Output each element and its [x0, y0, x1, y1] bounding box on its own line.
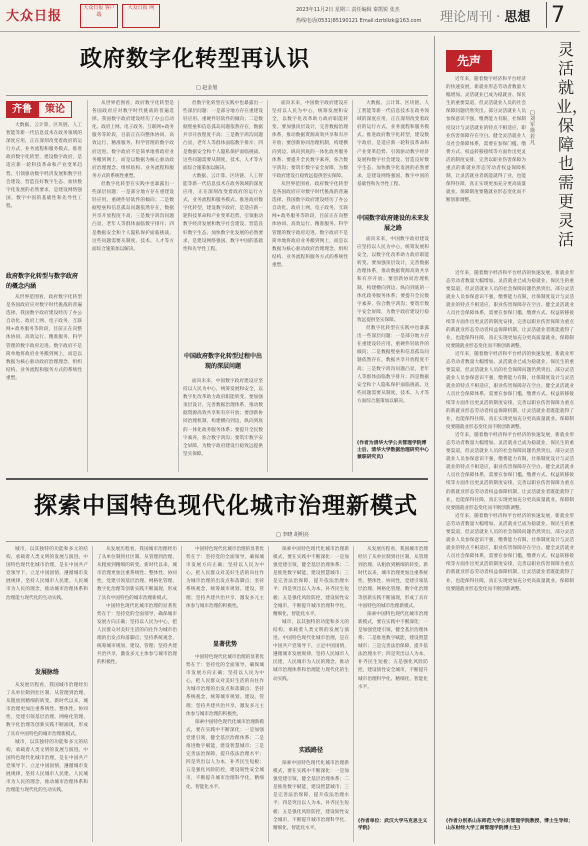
paragraph: 近年来，随着数字经济和平台经济的快速发展，新就业形态劳动者数量大幅增加。灵活就业已成为稳就业、保民生的重要渠道，但灵活就业人员的社会保障问题仍然突出。部分灵活就业人员参保意识不强，缴费能力有限，社保制度设计与灵活就业的特点不相适应，职业伤害保障存在空白。健全灵活就业人员社会保障体系，需要在参保门槛、缴费方式、权益转移接续等方面作出更灵活的制度安排，完善以职业伤害保障为重点的新就业形态劳动者权益保障机制，让灵活就业者既能就得了业，也能保得住障，真正实现更加充分更高质量就业。保障制度要随就业形态变化而不断创新调整。	[446, 351, 574, 430]
paragraph: 从发展历程看，我国城市治理经历了从单位制到社区制、从管理到治理、从粗放到精细的转变。新时代以来，城市治理更加注重系统性、整体性、协同性，党建引领基层治理、网格化管理、数字化治理等创新实践不断涌现，形成了具有中国特色的城市治理新模式。	[358, 547, 428, 609]
article2-sub2: 显著优势	[212, 641, 237, 648]
paragraph: 近年来，随着数字经济和平台经济的快速发展，新就业形态劳动者数量大幅增加。灵活就业已成为稳就业、保民生的重要渠道，但灵活就业人员的社会保障问题仍然突出。部分灵活就业人员参保意识不强，缴费能力有限，社保制度设计与灵活就业的特点不相适应，职业伤害保障存在空白。健全灵活就业人员社会保障体系，需要在参保门槛、缴费方式、权益转移接续等方面作出更灵活的制度安排，完善以职业伤害保障为重点的新就业形态劳动者权益保障机制，让灵活就业者既能就得了业，也能保得住障，真正实现更加充分更高质量就业。保障制度要随就业形态变化而不断创新调整。	[446, 432, 574, 511]
paragraph: 探索中国特色现代化城市治理新模式，要在实践中不断深化：一是加强党建引领，健全基层治理体系；二是推进数字赋能，建设智慧城市；三是完善法治保障，提升依法治理水平；四是突出以人为本，补齐民生短板；五是强化风险防控，建设韧性安全城市，不断提升城市治理科学化、精细化、智能化水平。	[273, 547, 349, 617]
web-logo: 大众日报 网	[122, 4, 160, 28]
section-light: 理论周刊 ·	[440, 10, 505, 25]
paragraph: 从发展历程看，我国城市治理经历了从单位制到社区制、从管理到治理、从粗放到精细的转变。新时代以来，城市治理更加注重系统性、整体性、协同性，党建引领基层治理、网格化管理、数字化治理等创新实践不断涌现，形成了具有中国特色的城市治理新模式。	[97, 547, 177, 601]
article1-byline: □ 赵金旭	[196, 85, 218, 91]
column-divider	[181, 546, 182, 842]
xiansheng-badge: 先声	[446, 50, 492, 72]
badge-right: 策论	[38, 101, 72, 118]
article1-col5	[357, 100, 429, 210]
paragraph: 从世界范围看，政府数字化转型是各国政府应对数字时代挑战的普遍选择。我国数字政府建设经历了办公自动化、政府上网、电子政务、互联网+政务服务等阶段，目前正在向整体协同、高效运行、精准服务、科学管理的数字政府迈进。数字政府不是简单地将政府业务搬到网上，而是以数据为核心驱动政府治理理念、组织结构、业务流程和服务方式的系统性重塑。	[92, 101, 174, 179]
divider	[6, 95, 428, 96]
paragraph: 城市，以其独特的功能和多元的结构，承载着人类文明的发展与演进。中国特色现代化城市治理，是在中国共产党领导下，立足中国国情，遵循城市发展规律，坚持人民城市人民建、人民城市为人民的理念，推动城市治理体系和治理能力现代化的生动实践。	[273, 619, 349, 682]
paragraph: 大数据、云计算、区块链、人工智能等新一代信息技术在政务领域的深度应用，正在深刻改变着政府的运行方式、业务流程和服务模式。推进政府数字化转型，建设数字政府，是适应新一轮科技革命和产业变革趋势、引领驱动数字经济发展和数字社会建设、营造良好数字生态、加快数字化发展的必然要求，是建设网络强国、数字中国的基础性和先导性工程。	[357, 101, 429, 187]
article2-sub3: 实践路径	[298, 747, 323, 754]
column-divider	[353, 546, 354, 842]
article2-col4b	[273, 760, 349, 842]
page-number-divider	[546, 2, 547, 28]
paragraph: 近年来，随着数字经济和平台经济的快速发展，新就业形态劳动者数量大幅增加。灵活就业已成为稳就业、保民生的重要渠道，但灵活就业人员的社会保障问题仍然突出。部分灵活就业人员参保意识不强，缴费能力有限，社保制度设计与灵活就业的特点不相适应，职业伤害保障存在空白。健全灵活就业人员社会保障体系，需要在参保门槛、缴费方式、权益转移接续等方面作出更灵活的制度安排，完善以职业伤害保障为重点的新就业形态劳动者权益保障机制，让灵活就业者既能就得了业，也能保得住障，真正实现更加充分更高质量就业。保障制度要随就业形态变化而不断创新调整。	[446, 77, 526, 204]
paragraph: 近年来，随着数字经济和平台经济的快速发展，新就业形态劳动者数量大幅增加。灵活就业已成为稳就业、保民生的重要渠道，但灵活就业人员的社会保障问题仍然突出。部分灵活就业人员参保意识不强，缴费能力有限，社保制度设计与灵活就业的特点不相适应，职业伤害保障存在空白。健全灵活就业人员社会保障体系，需要在参保门槛、缴费方式、权益转移接续等方面作出更灵活的制度安排，完善以职业伤害保障为重点的新就业形态劳动者权益保障机制，让灵活就业者既能就得了业，也能保得住障，真正实现更加充分更高质量就业。保障制度要随就业形态变化而不断创新调整。	[446, 271, 574, 349]
article2-col1b	[6, 682, 88, 842]
paragraph: 城市，以其独特的功能和多元的结构，承载着人类文明的发展与演进。中国特色现代化城市治理，是在中国共产党领导下，立足中国国情，遵循城市发展规律，坚持人民城市人民建、人民城市为人民的理念，推动城市治理体系和治理能力现代化的生动实践。	[6, 547, 88, 601]
article1-sub2: 中国数字政府建设的未来发展之路	[357, 215, 430, 232]
article1-col1	[6, 122, 82, 270]
column-divider	[267, 100, 268, 472]
article1-col4	[272, 100, 348, 472]
paragraph: 探索中国特色现代化城市治理新模式，要在实践中不断深化：一是加强党建引领，健全基层治理体系；二是推进数字赋能，建设智慧城市；三是完善法治保障，提升依法治理水平；四是突出以人为本，补齐民生短板；五是强化风险防控，建设韧性安全城市，不断提升城市治理科学化、精细化、智能化水平。	[358, 611, 428, 690]
article1-col3b	[183, 378, 263, 472]
app-logo: 大众日报 客户端	[80, 4, 118, 28]
column-title: 灵活就业，保障也需更灵活	[556, 40, 588, 249]
page-number: 7	[551, 3, 565, 28]
column-author: □ 刘军 徐若凡	[530, 110, 536, 146]
divider	[6, 541, 428, 542]
article2-col5	[358, 546, 428, 812]
article2-title: 探索中国特色现代化城市治理新模式	[34, 493, 418, 519]
paragraph: 但数字化转型在实践中也暴露出一些深层问题：一是部分地方存在重建设轻应用、重硬件轻软件的倾向；二是数据壁垒和信息孤岛问题依然存在，数据共享开放程度不高；三是数字鸿沟问题凸显，老年人等群体面临数字排斥；四是数据安全和个人隐私保护面临挑战。这些问题需要从制度、技术、人才等方面综合施策加以解决。	[92, 181, 174, 252]
article1-col2	[92, 100, 174, 472]
article2-col3	[186, 546, 264, 636]
paragraph: 面向未来，中国数字政府建设应坚持以人民为中心，统筹发展和安全，以数字化改革助力政府职能转变。要加强顶层设计，完善数据治理体系，推动数据资源高效共享和有序开放；要创新协同治理机制，构建横向到边、纵向到底的一体化政务服务体系；要提升全民数字素养，弥合数字鸿沟；要筑牢数字安全屏障，为数字政府建设行稳致远提供坚实保障。	[272, 101, 348, 179]
paragraph: 中国特色现代化城市治理的显著优势在于：坚持党的全面领导，确保城市发展方向正确；坚持以人民为中心，把人民群众对美好生活的向往作为城市治理的出发点和落脚点；坚持系统观念，统筹城市规划、建设、管理；坚持共建共治共享，激发多元主体参与城市治理的积极性。	[97, 603, 177, 666]
paragraph: 但数字化转型在实践中也暴露出一些深层问题：一是部分地方存在重建设轻应用、重硬件轻软件的倾向；二是数据壁垒和信息孤岛问题依然存在，数据共享开放程度不高；三是数字鸿沟问题凸显，老年人等群体面临数字排斥；四是数据安全和个人隐私保护面临挑战。这些问题需要从制度、技术、人才等方面综合施策加以解决。	[357, 326, 429, 404]
paragraph: 探索中国特色现代化城市治理新模式，要在实践中不断深化：一是加强党建引领，健全基层治理体系；二是推进数字赋能，建设智慧城市；三是完善法治保障，提升依法治理水平；四是突出以人为本，补齐民生短板；五是强化风险防控，建设韧性安全城市，不断提升城市治理科学化、精细化、智能化水平。	[273, 761, 349, 831]
paragraph: 大数据、云计算、区块链、人工智能等新一代信息技术在政务领域的深度应用，正在深刻改变着政府的运行方式、业务流程和服务模式。推进政府数字化转型，建设数字政府，是适应新一轮科技革命和产业变革趋势、引领驱动数字经济发展和数字社会建设、营造良好数字生态、加快数字化发展的必然要求，是建设网络强国、数字中国的基础性和先导性工程。	[6, 123, 82, 209]
column-divider	[268, 546, 269, 842]
paragraph: 中国特色现代化城市治理的显著优势在于：坚持党的全面领导，确保城市发展方向正确；坚持以人民为中心，把人民群众对美好生活的向往作为城市治理的出发点和落脚点；坚持系统观念，统筹城市规划、建设、管理；坚持共建共治共享，激发多元主体参与城市治理的积极性。	[186, 547, 264, 609]
column-divider	[352, 100, 353, 472]
contact-line: 热线电话(0531)85190121 Email:dzrbllzk@163.com	[296, 18, 422, 24]
section-divider	[6, 478, 428, 480]
article2-col4	[273, 546, 349, 742]
article1-col3	[183, 100, 263, 348]
paragraph: 大数据、云计算、区块链、人工智能等新一代信息技术在政务领域的深度应用，正在深刻改变着政府的运行方式、业务流程和服务模式。推进政府数字化转型，建设数字政府，是适应新一轮科技革命和产业变革趋势、引领驱动数字经济发展和数字社会建设、营造良好数字生态、加快数字化发展的必然要求，是建设网络强国、数字中国的基础性和先导性工程。	[183, 173, 263, 252]
paragraph: 中国特色现代化城市治理的显著优势在于：坚持党的全面领导，确保城市发展方向正确；坚持以人民为中心，把人民群众对美好生活的向往作为城市治理的出发点和落脚点；坚持系统观念，统筹城市规划、建设、管理；坚持共建共治共享，激发多元主体参与城市治理的积极性。	[186, 655, 264, 717]
article1-col5b	[357, 236, 429, 436]
column-text	[446, 270, 574, 814]
paragraph: 城市，以其独特的功能和多元的结构，承载着人类文明的发展与演进。中国特色现代化城市治理，是在中国共产党领导下，立足中国国情，遵循城市发展规律，坚持人民城市人民建、人民城市为人民的理念，推动城市治理体系和治理能力现代化的生动实践。	[6, 739, 88, 794]
column-divider	[92, 546, 93, 842]
paragraph: 从世界范围看，政府数字化转型是各国政府应对数字时代挑战的普遍选择。我国数字政府建设经历了办公自动化、政府上网、电子政务、互联网+政务服务等阶段，目前正在向整体协同、高效运行、精准服务、科学管理的数字政府迈进。数字政府不是简单地将政府业务搬到网上，而是以数据为核心驱动政府治理理念、组织结构、业务流程和服务方式的系统性重塑。	[272, 181, 348, 268]
paragraph: 从发展历程看，我国城市治理经历了从单位制到社区制、从管理到治理、从粗放到精细的转变。新时代以来，城市治理更加注重系统性、整体性、协同性，党建引领基层治理、网格化管理、数字化治理等创新实践不断涌现，形成了具有中国特色的城市治理新模式。	[6, 683, 88, 737]
page-header	[0, 0, 580, 32]
article2-col2	[97, 546, 177, 842]
article1-sub1: 政府数字化转型与数字政府的概念内涵	[6, 273, 79, 290]
article1-title: 政府数字化转型再认识	[80, 47, 311, 72]
paragraph: 面向未来，中国数字政府建设应坚持以人民为中心，统筹发展和安全，以数字化改革助力政府职能转变。要加强顶层设计，完善数据治理体系，推动数据资源高效共享和有序开放；要创新协同治理机制，构建横向到边、纵向到底的一体化政务服务体系；要提升全民数字素养，弥合数字鸿沟；要筑牢数字安全屏障，为数字政府建设行稳致远提供坚实保障。	[357, 237, 429, 323]
paragraph: 但数字化转型在实践中也暴露出一些深层问题：一是部分地方存在重建设轻应用、重硬件轻软件的倾向；二是数据壁垒和信息孤岛问题依然存在，数据共享开放程度不高；三是数字鸿沟问题凸显，老年人等群体面临数字排斥；四是数据安全和个人隐私保护面临挑战。这些问题需要从制度、技术、人才等方面综合施策加以解决。	[183, 101, 263, 171]
section-title	[440, 6, 530, 25]
paragraph: 面向未来，中国数字政府建设应坚持以人民为中心，统筹发展和安全，以数字化改革助力政府职能转变。要加强顶层设计，完善数据治理体系，推动数据资源高效共享和有序开放；要创新协同治理机制，构建横向到边、纵向到底的一体化政务服务体系；要提升全民数字素养，弥合数字鸿沟；要筑牢数字安全屏障，为数字政府建设行稳致远提供坚实保障。	[183, 379, 263, 457]
section-bold: 思想	[504, 10, 531, 25]
column-text-top	[446, 76, 526, 266]
column-divider	[87, 100, 88, 472]
article2-col3b	[186, 654, 264, 842]
article2-footnote: (作者单位：武汉大学马克思主义学院)	[358, 819, 428, 831]
article1-col1b	[6, 294, 82, 470]
paragraph: 近年来，随着数字经济和平台经济的快速发展，新就业形态劳动者数量大幅增加。灵活就业已成为稳就业、保民生的重要渠道，但灵活就业人员的社会保障问题仍然突出。部分灵活就业人员参保意识不强，缴费能力有限，社保制度设计与灵活就业的特点不相适应，职业伤害保障存在空白。健全灵活就业人员社会保障体系，需要在参保门槛、缴费方式、权益转移接续等方面作出更灵活的制度安排，完善以职业伤害保障为重点的新就业形态劳动者权益保障机制，让灵活就业者既能就得了业，也能保得住障，真正实现更加充分更高质量就业。保障制度要随就业形态变化而不断创新调整。	[446, 513, 574, 592]
qilu-celun-badge	[6, 101, 72, 118]
column-divider	[178, 100, 179, 472]
article2-col1	[6, 546, 88, 664]
badge-left: 齐鲁	[6, 101, 38, 118]
article2-sub1: 发展脉络	[34, 669, 59, 676]
article2-byline: □ 李晓 胡明亮	[276, 532, 309, 538]
article1-footnote: (作者为清华大学公共管理学院博士后、清华大学数据治理研究中心兼职研究员)	[357, 441, 429, 460]
dateline: 2023年11月2日 星期三 责任编辑 秦凯锐 张杰	[296, 7, 400, 13]
column-divider	[434, 36, 435, 844]
paragraph: 探索中国特色现代化城市治理新模式，要在实践中不断深化：一是加强党建引领，健全基层治理体系；二是推进数字赋能，建设智慧城市；三是完善法治保障，提升依法治理水平；四是突出以人为本，补齐民生短板；五是强化风险防控，建设韧性安全城市，不断提升城市治理科学化、精细化、智能化水平。	[186, 719, 264, 790]
masthead: 大众日报	[6, 9, 63, 24]
column-footnote: (作者分别系山东师范大学公共管理学院教授、博士生导师；山东财经大学工商管理学院博士生)	[446, 819, 573, 831]
article1-sub3: 中国政府数字化转型过程中出现的深层问题	[183, 353, 262, 370]
paragraph: 从世界范围看，政府数字化转型是各国政府应对数字时代挑战的普遍选择。我国数字政府建设经历了办公自动化、政府上网、电子政务、互联网+政务服务等阶段，目前正在向整体协同、高效运行、精准服务、科学管理的数字政府迈进。数字政府不是简单地将政府业务搬到网上，而是以数据为核心驱动政府治理理念、组织结构、业务流程和服务方式的系统性重塑。	[6, 295, 82, 381]
